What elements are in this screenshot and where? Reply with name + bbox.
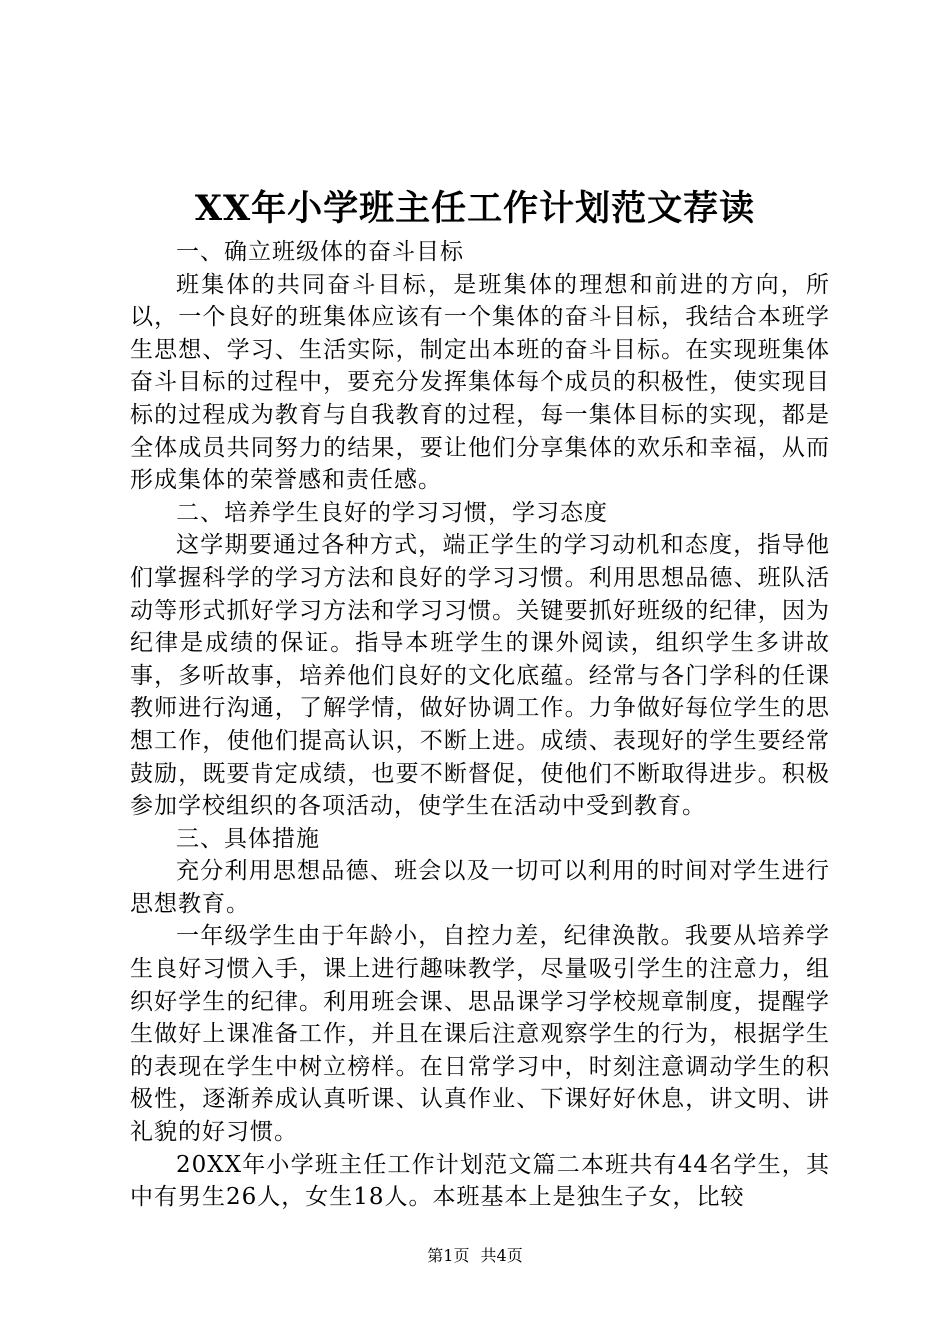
section-heading-3: 三、具体措施 [176, 825, 320, 852]
paragraph-2: 这学期要通过各种方式，端正学生的学习动机和态度，指导他们掌握科学的学习方法和良好的学习习惯。利用思想品德、班队活动等形式抓好学习方法和学习习惯。关键要抓好班级的纪律，因为纪律是成绩的保证。指导本班学生的课外阅读，组织学生多讲故事，多听故事，培养他们良好的文化底蕴。经常与各门学科的任课教师进行沟通，了解学情，做好协调工作。力争做好每位学生的思想工作，使他们提高认识，不断上进。成绩、表现好的学生要经常鼓励，既要肯定成绩，也要不断督促，使他们不断取得进步。积极参加学校组织的各项活动，使学生在活动中受到教育。 [130, 532, 830, 820]
page-number: 第1页 [427, 1246, 470, 1265]
paragraph-4: 一年级学生由于年龄小，自控力差，纪律涣散。我要从培养学生良好习惯入手，课上进行趣味教学，尽量吸引学生的注意力，组织好学生的纪律。利用班会课、思品课学习学校规章制度，提醒学生做好上课准备工作，并且在课后注意观察学生的行为，根据学生的表现在学生中树立榜样。在日常学习中，时刻注意调动学生的积极性，逐渐养成认真听课、认真作业、下课好好休息，讲文明、讲礼貌的好习惯。 [130, 923, 830, 1146]
paragraph-1: 班集体的共同奋斗目标，是班集体的理想和前进的方向，所以，一个良好的班集体应该有一个集体的奋斗目标，我结合本班学生思想、学习、生活实际，制定出本班的奋斗目标。在实现班集体奋斗目标的过程中，要充分发挥集体每个成员的积极性，使实现目标的过程成为教育与自我教育的过程，每一集体目标的实现，都是全体成员共同努力的结果，要让他们分享集体的欢乐和幸福，从而形成集体的荣誉感和责任感。 [130, 271, 830, 494]
page-footer [0, 1244, 950, 1268]
section-heading-1: 一、确立班级体的奋斗目标 [176, 239, 464, 265]
document-body [130, 236, 830, 1214]
paragraph-3: 充分利用思想品德、班会以及一切可以利用的时间对学生进行思想教育。 [130, 858, 830, 917]
section-heading-2: 二、培养学生良好的学习习惯，学习态度 [176, 499, 608, 526]
page-total: 共4页 [480, 1246, 523, 1265]
paragraph-5: 20XX年小学班主任工作计划范文篇二本班共有44名学生，其中有男生26人，女生18人。本班基本上是独生子女，比较 [130, 1151, 830, 1211]
document-title: XX年小学班主任工作计划范文荐读 [194, 188, 756, 229]
